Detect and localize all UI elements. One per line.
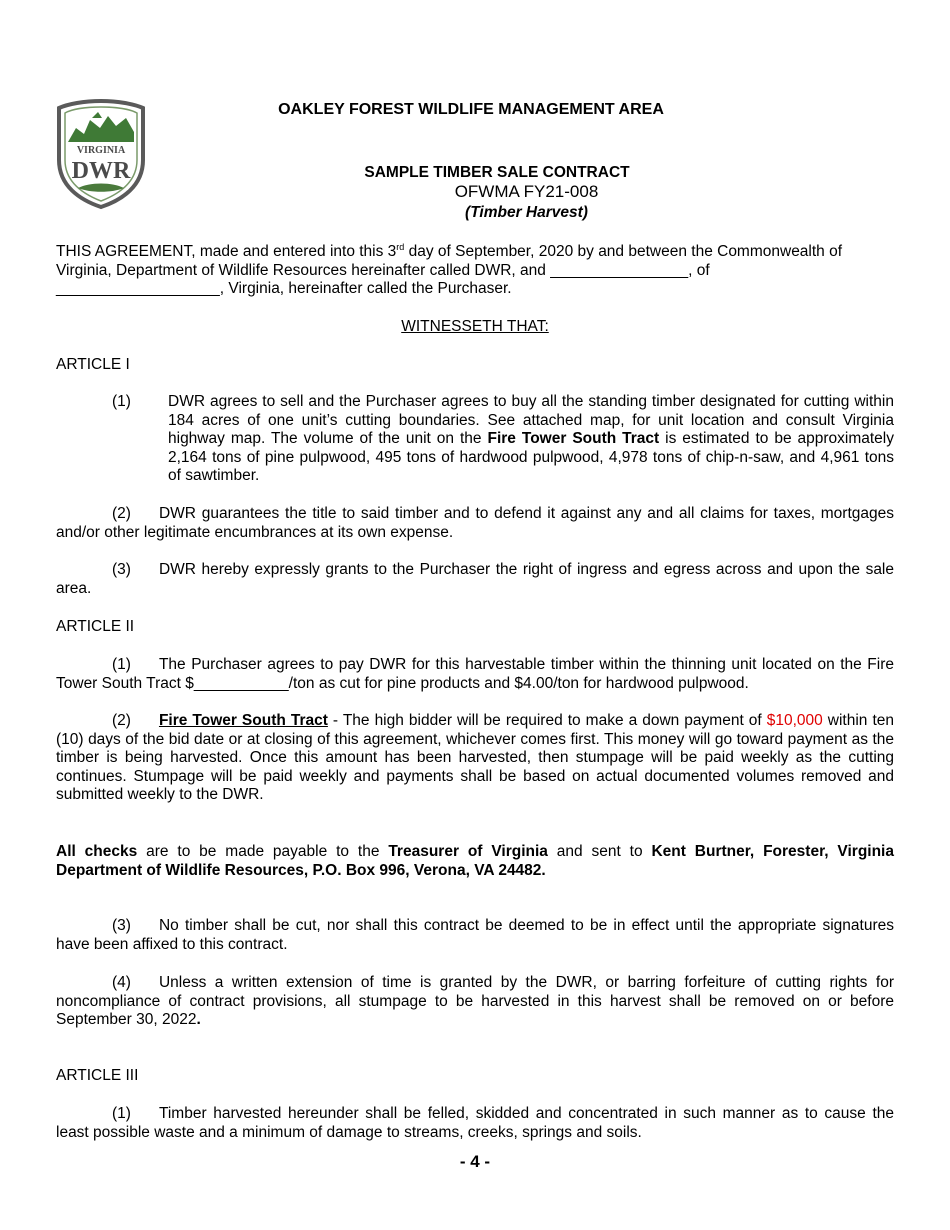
article-1-heading: ARTICLE I bbox=[56, 356, 130, 373]
article-3-item-1: (1) Timber harvested hereunder shall be felled, skidded and concentrated in such manner as to cause the least possible waste and a minimum of damage to streams, creeks, springs and soils. bbox=[56, 1105, 894, 1141]
page-number: - 4 - bbox=[459, 1152, 491, 1171]
area-title: OAKLEY FOREST WILDLIFE MANAGEMENT AREA bbox=[278, 101, 664, 118]
svg-text:DWR: DWR bbox=[71, 158, 131, 184]
article-2-item-3: (3) No timber shall be cut, nor shall this contract be deemed to be in effect until the appropriate signatures have been affixed to this contract. bbox=[56, 917, 894, 953]
contract-title: SAMPLE TIMBER SALE CONTRACT bbox=[364, 164, 630, 181]
agreement-paragraph: THIS AGREEMENT, made and entered into this 3rd day of September, 2020 by and between the Commonwealth of Virginia, Department of Wildlife Resources hereinafter called DWR, and ________________, of ___________________, Virginia, hereinafter called the Purchaser. bbox=[56, 241, 843, 297]
article-2-item-2: (2) Fire Tower South Tract - The high bidder will be required to make a down payment of $10,000 within ten (10) days of the bid date or at closing of this agreement, whichever comes first. This money will go toward payment as the timber is being harvested. Once this amount has been harvested, then stumpage will be paid weekly as the cutting continues. Stumpage will be paid weekly and payments shall be based on actual documented volumes removed and submitted weekly to the DWR. bbox=[56, 712, 894, 803]
article-3-heading: ARTICLE III bbox=[56, 1067, 139, 1084]
article-2-heading: ARTICLE II bbox=[56, 618, 135, 635]
article-1-item-2: (2) DWR guarantees the title to said timber and to defend it against any and all claims for taxes, mortgages and/or other legitimate encumbrances at its own expense. bbox=[56, 505, 894, 541]
checks-payment-notice: All checks are to be made payable to the Treasurer of Virginia and sent to Kent Burtner, Forester, Virginia Department of Wildlife Resources, P.O. Box 996, Verona, VA 24482. bbox=[56, 843, 894, 879]
article-1-item-3: (3) DWR hereby expressly grants to the Purchaser the right of ingress and egress across and upon the sale area. bbox=[56, 561, 894, 597]
article-2-item-4: (4) Unless a written extension of time is granted by the DWR, or barring forfeiture of cutting rights for noncompliance of contract provisions, all stumpage to be harvested in this harvest shall be removed on or before September 30, 2022. bbox=[56, 974, 894, 1028]
svg-text:VIRGINIA: VIRGINIA bbox=[76, 145, 126, 156]
contract-type: (Timber Harvest) bbox=[465, 204, 588, 221]
contract-number: OFWMA FY21-008 bbox=[454, 182, 599, 201]
witnesseth-heading: WITNESSETH THAT: bbox=[401, 318, 549, 335]
article-2-item-1: (1) The Purchaser agrees to pay DWR for this harvestable timber within the thinning unit located on the Fire Tower South Tract $___________/ton as cut for pine products and $4.00/ton for hardwood pulpwood. bbox=[56, 656, 894, 692]
